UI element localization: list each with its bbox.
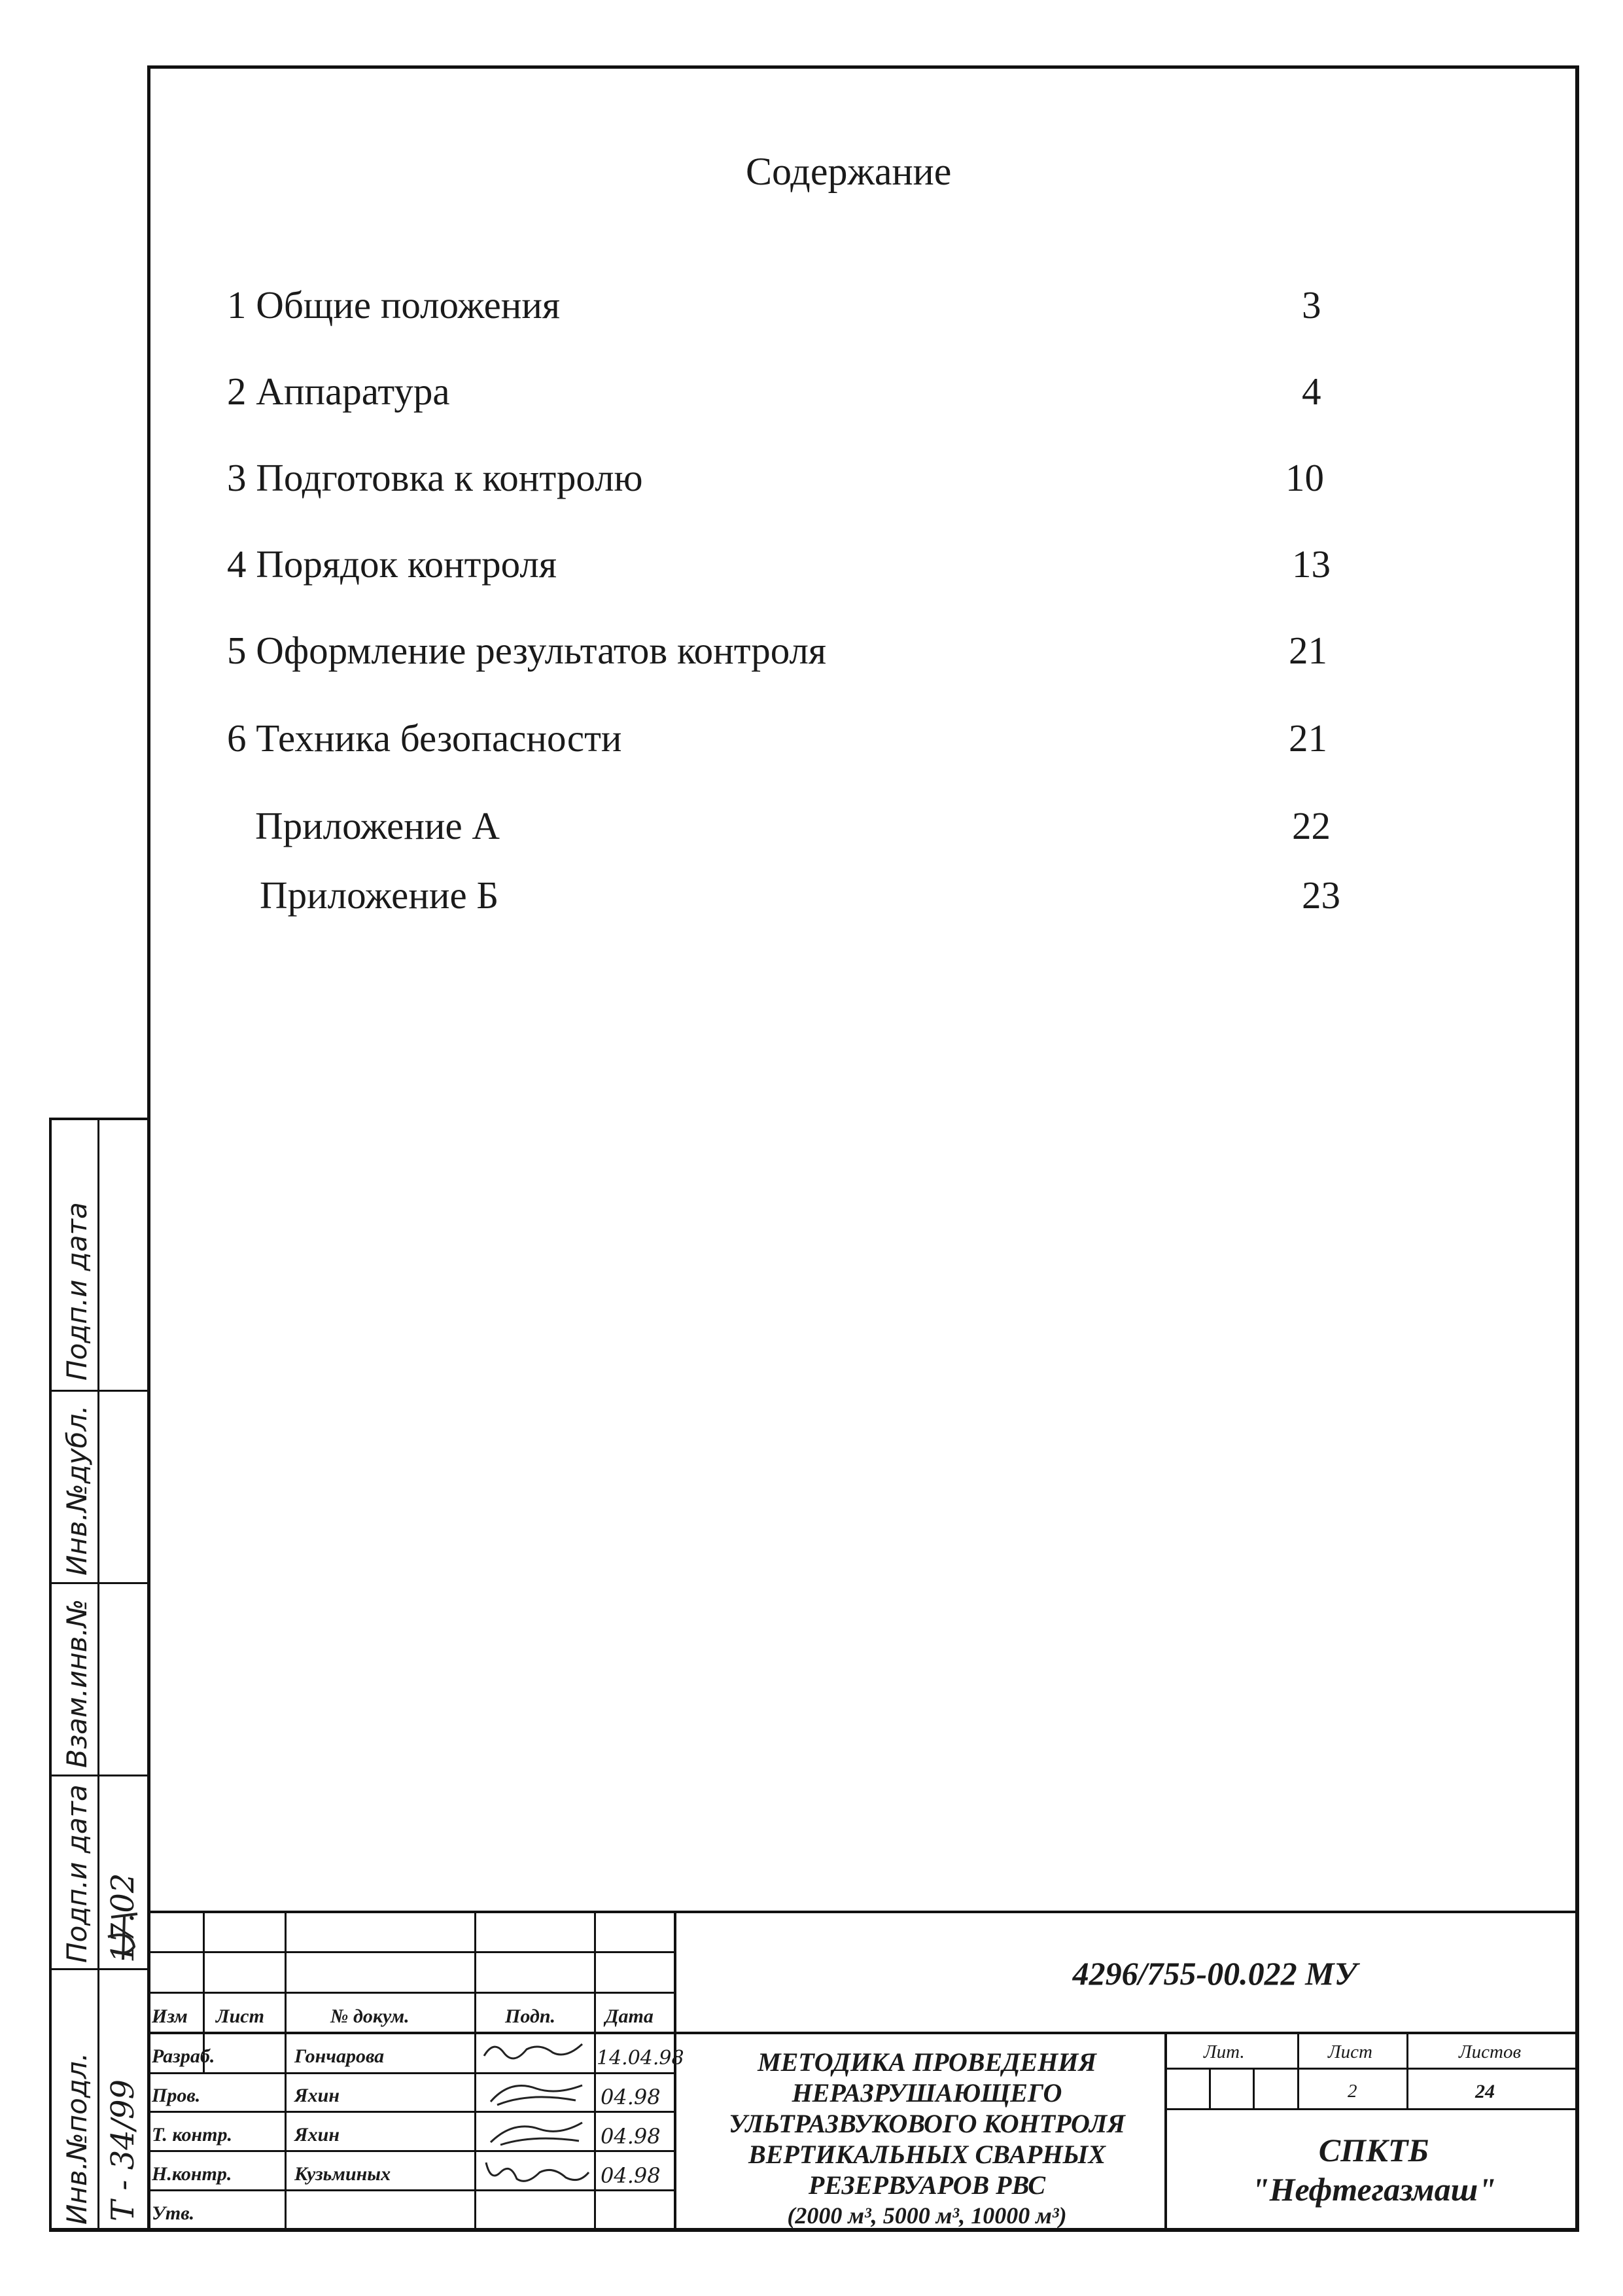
- toc-entry-label: Приложение А: [255, 804, 500, 847]
- col-sign: Подп.: [505, 2005, 556, 2027]
- replace-inv-label: Взам.инв.№: [61, 1598, 93, 1768]
- toc-entry-page: 10: [1285, 456, 1324, 499]
- inv-no-value: Т - 34/99: [105, 2079, 141, 2221]
- document-title-line: МЕТОДИКА ПРОВЕДЕНИЯ: [758, 2047, 1096, 2077]
- toc-entry-page: 3: [1302, 283, 1321, 327]
- toc-entry-label: 3 Подготовка к контролю: [227, 456, 643, 499]
- toc-entry-page: 21: [1289, 716, 1327, 760]
- sheet-label: Лист: [1328, 2041, 1372, 2062]
- signature: [484, 2115, 589, 2154]
- lit-label: Лит.: [1204, 2041, 1245, 2062]
- toc-entry-label: 1 Общие положения: [227, 283, 561, 327]
- name-norm-control: Кузьминых: [294, 2163, 391, 2185]
- toc-entry-label: Приложение Б: [260, 874, 499, 917]
- toc-entry-page: 13: [1292, 542, 1331, 586]
- name-tech-control: Яхин: [294, 2124, 340, 2146]
- sign-date-label: Подп.и дата: [61, 1202, 93, 1381]
- col-doc-no: № докум.: [330, 2005, 410, 2027]
- sheets-label: Листов: [1459, 2041, 1522, 2062]
- sign-date-label: Подп.и дата: [61, 1784, 93, 1963]
- date-tech-control: 04.98: [601, 2124, 661, 2149]
- role-checked: Пров.: [152, 2085, 201, 2106]
- document-title-line: НЕРАЗРУШАЮЩЕГО: [792, 2078, 1062, 2108]
- toc-entry-label: 2 Аппаратура: [227, 370, 450, 413]
- toc-title: Содержание: [746, 150, 952, 193]
- organization-line: "Нефтегазмаш": [1251, 2171, 1497, 2208]
- inv-no-label: Инв.№подл.: [61, 2052, 93, 2225]
- document-title-line: РЕЗЕРВУАРОВ РВС: [808, 2170, 1046, 2200]
- document-title-line: (2000 м³, 5000 м³, 10000 м³): [787, 2202, 1067, 2229]
- role-approved: Утв.: [152, 2202, 195, 2224]
- date-checked: 04.98: [601, 2085, 661, 2110]
- toc-entry-page: 4: [1302, 370, 1321, 413]
- sheets-total: 24: [1475, 2081, 1495, 2102]
- toc-entry-page: 21: [1289, 629, 1327, 672]
- signature: [98, 1911, 144, 1966]
- document-title-line: УЛЬТРАЗВУКОВОГО КОНТРОЛЯ: [729, 2109, 1125, 2138]
- organization-line: СПКТБ: [1318, 2132, 1429, 2168]
- sheet-number: 2: [1348, 2081, 1357, 2102]
- role-developed: Разраб.: [152, 2045, 215, 2067]
- name-checked: Яхин: [294, 2085, 340, 2106]
- signature: [484, 2075, 589, 2115]
- col-list: Лист: [216, 2005, 264, 2027]
- toc-entry-label: 4 Порядок контроля: [227, 542, 557, 586]
- col-izm: Изм: [152, 2005, 188, 2027]
- toc-entry-page: 23: [1302, 874, 1340, 917]
- role-tech-control: Т. контр.: [152, 2124, 232, 2146]
- col-date: Дата: [605, 2005, 654, 2027]
- date-developed: 14.04.98: [597, 2047, 684, 2070]
- document-designation: 4296/755-00.022 МУ: [1072, 1955, 1357, 1992]
- toc-entry-label: 5 Оформление результатов контроля: [227, 629, 827, 672]
- dup-inv-label: Инв.№дубл.: [61, 1405, 93, 1576]
- signature: [481, 2153, 592, 2195]
- toc-entry-label: 6 Техника безопасности: [227, 716, 622, 760]
- document-title-line: ВЕРТИКАЛЬНЫХ СВАРНЫХ: [748, 2140, 1106, 2169]
- document-title: [675, 2047, 1179, 2231]
- date-norm-control: 04.98: [601, 2163, 661, 2188]
- organization: [1168, 2130, 1579, 2209]
- role-norm-control: Н.контр.: [152, 2163, 232, 2185]
- sign-date-value: 17.02: [105, 1873, 141, 1963]
- name-developed: Гончарова: [294, 2045, 385, 2067]
- signature: [481, 2036, 589, 2075]
- toc-entry-page: 22: [1292, 804, 1331, 847]
